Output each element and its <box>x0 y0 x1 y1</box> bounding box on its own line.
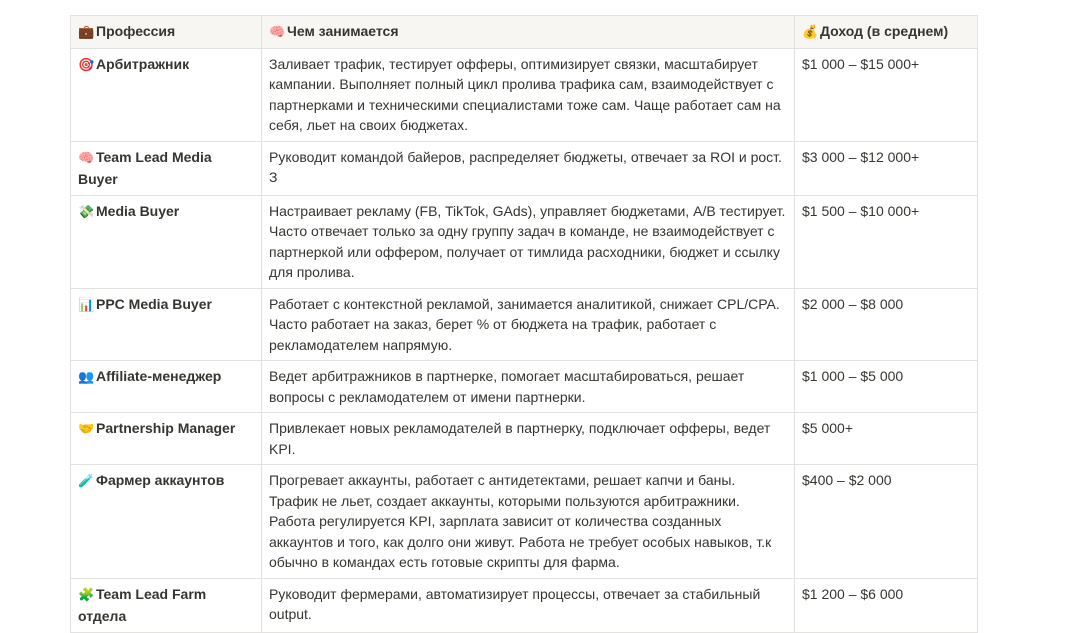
briefcase-icon: 💼 <box>78 25 95 40</box>
header-duties <box>262 16 795 49</box>
profession-title: Арбитражник <box>96 55 190 72</box>
puzzle-icon: 🧩 <box>78 587 95 603</box>
bar-chart-icon: 📊 <box>78 297 95 313</box>
profession-title: Media Buyer <box>96 202 180 219</box>
table-row <box>71 288 978 361</box>
income-cell: $1 000 – $5 000 <box>795 361 978 413</box>
income-cell: $1 500 – $10 000+ <box>795 195 978 288</box>
header-income-label: Доход (в среднем) <box>820 23 949 39</box>
description-cell: Руководит командой байеров, распределяет бюджеты, отвечает за ROI и рост. З <box>262 141 795 195</box>
income-cell: $5 000+ <box>795 413 978 465</box>
profession-title: Partnership Manager <box>96 420 236 436</box>
header-profession-label: Профессия <box>96 23 176 39</box>
income-cell: $1 200 – $6 000 <box>795 578 978 632</box>
target-icon: 🎯 <box>78 57 95 73</box>
profession-cell <box>71 578 262 632</box>
description-cell: Привлекает новых рекламодателей в партнерку, подключает офферы, ведет KPI. <box>262 413 795 465</box>
description-cell: Работает с контекстной рекламой, занимается аналитикой, снижает CPL/CPA. Часто работает на заказ, берет % от бюджета на трафик, работает с рекламодателем напрямую. <box>262 288 795 361</box>
brain-icon: 🧠 <box>78 150 95 166</box>
table-row <box>71 141 978 195</box>
profession-title: PPC Media Buyer <box>96 295 212 312</box>
profession-cell <box>71 48 262 141</box>
test-tube-icon: 🧪 <box>78 474 95 489</box>
professions-table <box>70 15 978 633</box>
income-cell: $2 000 – $8 000 <box>795 288 978 361</box>
handshake-icon: 🤝 <box>78 422 95 437</box>
people-icon: 👥 <box>78 370 95 385</box>
header-profession <box>71 16 262 49</box>
description-cell: Настраивает рекламу (FB, TikTok, GAds), управляет бюджетами, A/B тестирует. Часто отвечает только за одну группу задач в команде, не взаимодействует с партнеркой или оффером, получает от тимлида расходники, бюджет и ссылку для пролива. <box>262 195 795 288</box>
profession-cell <box>71 288 262 361</box>
table-row <box>71 48 978 141</box>
description-cell: Заливает трафик, тестирует офферы, оптимизирует связки, масштабирует кампании. Выполняет полный цикл пролива трафика сам, взаимодействует с партнерками и техническими специалистами тоже сам. Чаще работает сам на себя, льет на своих бюджетах. <box>262 48 795 141</box>
money-bag-icon: 💰 <box>802 25 819 40</box>
description-cell: Руководит фермерами, автоматизирует процессы, отвечает за стабильный output. <box>262 578 795 632</box>
income-cell: $3 000 – $12 000+ <box>795 141 978 195</box>
table-row <box>71 465 978 579</box>
header-duties-label: Чем занимается <box>287 23 399 39</box>
money-with-wings-icon: 💸 <box>78 204 95 220</box>
profession-title: Фармер аккаунтов <box>96 472 225 488</box>
profession-cell <box>71 413 262 465</box>
income-cell: $1 000 – $15 000+ <box>795 48 978 141</box>
description-cell: Прогревает аккаунты, работает с антидетектами, решает капчи и баны. Трафик не льет, создает аккаунты, которыми пользуются арбитражники. Работа регулируется KPI, зарплата зависит от количества созданных аккаунтов и того, как долго они живут. Работа не требует особых навыков, т.к обычно в командах есть готовые скрипты для фарма. <box>262 465 795 579</box>
profession-title: Team Lead Media Buyer <box>78 148 212 187</box>
profession-cell <box>71 361 262 413</box>
brain-icon: 🧠 <box>269 25 286 40</box>
profession-title: Affiliate-менеджер <box>96 368 222 384</box>
table-row <box>71 361 978 413</box>
table-row <box>71 413 978 465</box>
profession-cell <box>71 141 262 195</box>
header-income <box>795 16 978 49</box>
table-header-row <box>71 16 978 49</box>
profession-title: Team Lead Farm отдела <box>78 585 207 624</box>
income-cell: $400 – $2 000 <box>795 465 978 579</box>
table-row <box>71 195 978 288</box>
description-cell: Ведет арбитражников в партнерке, помогает масштабироваться, решает вопросы с рекламодателем от имени партнерки. <box>262 361 795 413</box>
profession-cell <box>71 465 262 579</box>
profession-cell <box>71 195 262 288</box>
professions-table-wrapper <box>70 15 977 633</box>
table-row <box>71 578 978 632</box>
